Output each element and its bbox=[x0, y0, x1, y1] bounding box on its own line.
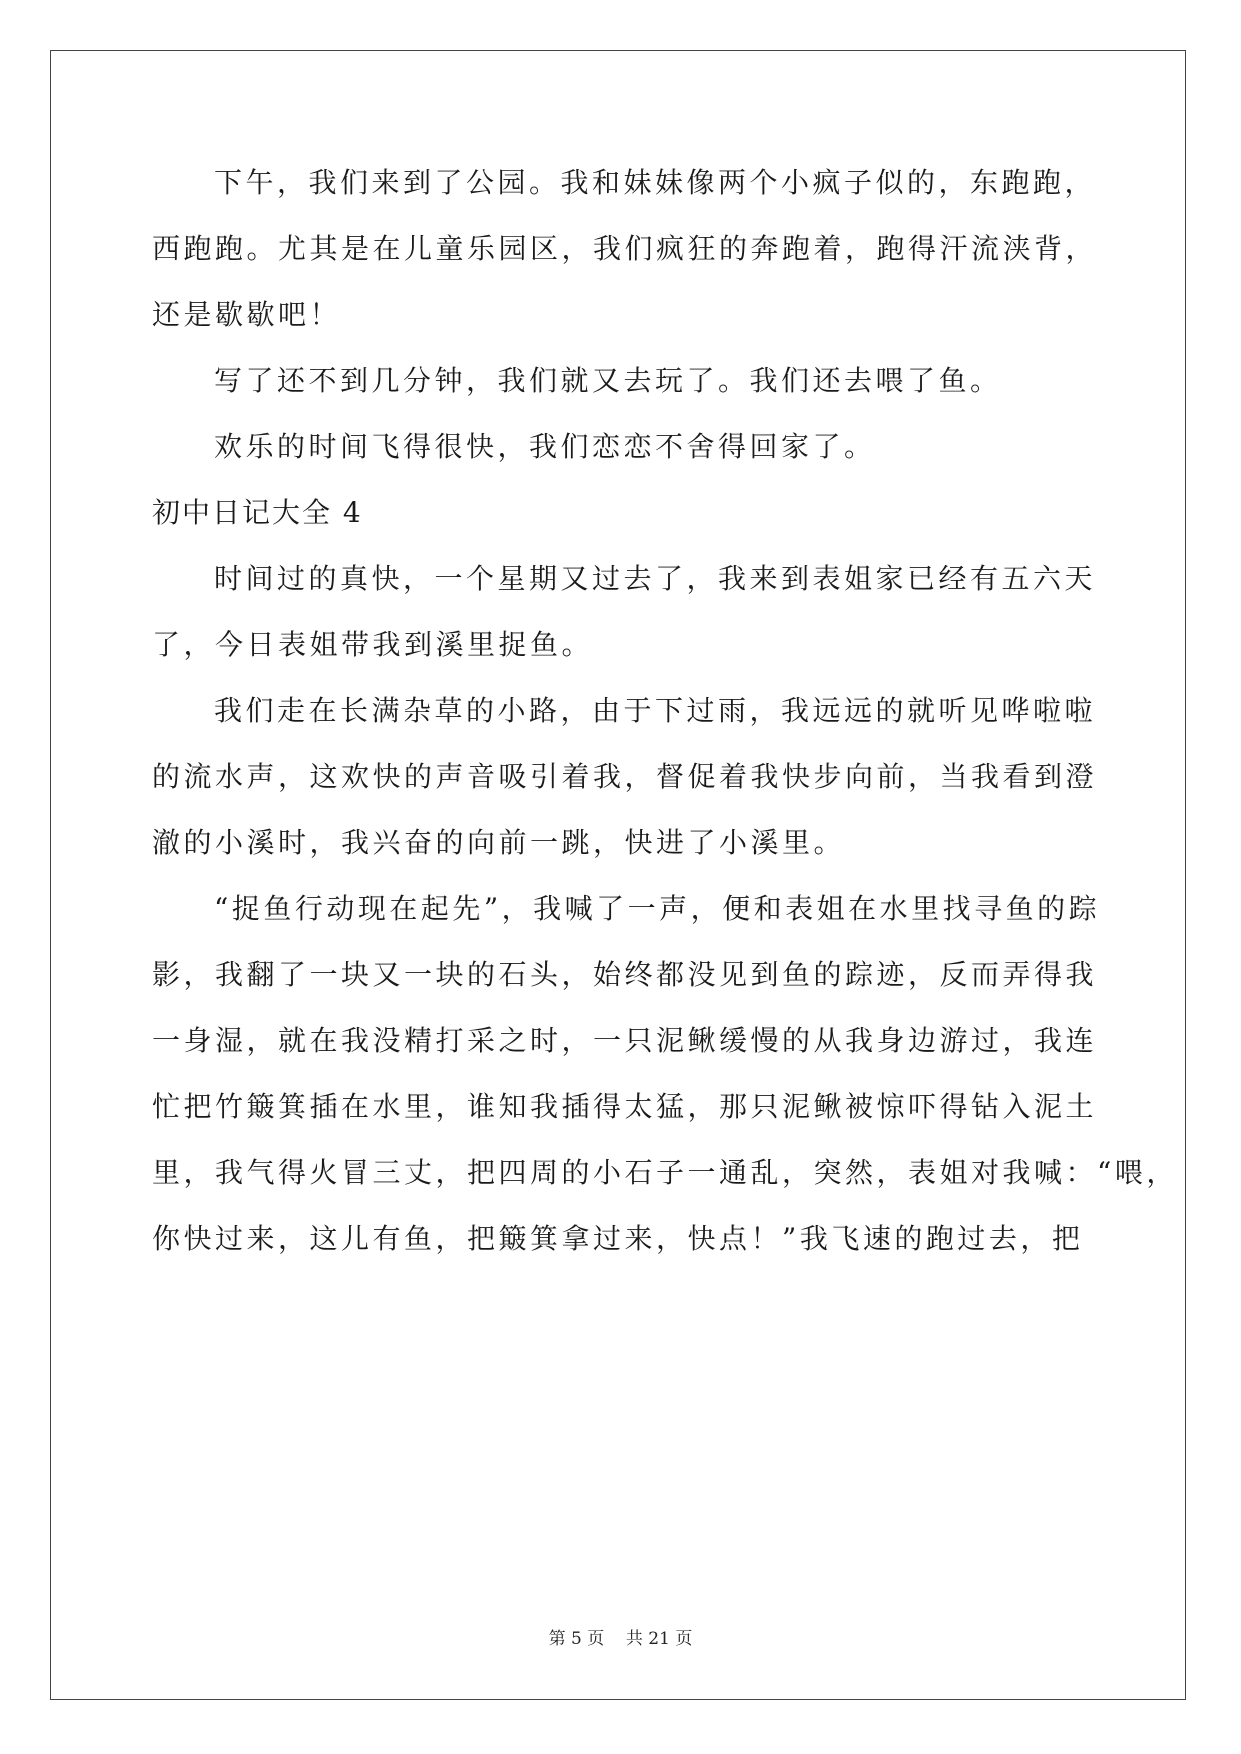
page-footer bbox=[0, 1624, 1241, 1649]
paragraph-line: 你快过来，这儿有鱼，把簸箕拿过来，快点！”我飞速的跑过去，把 bbox=[152, 1222, 1084, 1255]
paragraph-line: 里，我气得火冒三丈，把四周的小石子一通乱，突然，表姐对我喊：“喂， bbox=[152, 1156, 1178, 1189]
paragraph-line: 下午，我们来到了公园。我和妹妹像两个小疯子似的，东跑跑， bbox=[214, 166, 1097, 199]
paragraph-line: 了，今日表姐带我到溪里捉鱼。 bbox=[152, 628, 594, 661]
paragraph-line: “捉鱼行动现在起先”，我喊了一声，便和表姐在水里找寻鱼的踪 bbox=[214, 892, 1101, 925]
document-body bbox=[152, 150, 1178, 1272]
section-heading: 初中日记大全 4 bbox=[152, 496, 363, 529]
paragraph-line: 我们走在长满杂草的小路，由于下过雨，我远远的就听见哗啦啦 bbox=[214, 694, 1097, 727]
paragraph-line: 影，我翻了一块又一块的石头，始终都没见到鱼的踪迹，反而弄得我 bbox=[152, 958, 1098, 991]
paragraph-line: 西跑跑。尤其是在儿童乐园区，我们疯狂的奔跑着，跑得汗流浃背， bbox=[152, 232, 1098, 265]
paragraph-line: 还是歇歇吧！ bbox=[152, 298, 342, 331]
paragraph-line: 一身湿，就在我没精打采之时，一只泥鳅缓慢的从我身边游过，我连 bbox=[152, 1024, 1098, 1057]
paragraph-line: 忙把竹簸箕插在水里，谁知我插得太猛，那只泥鳅被惊吓得钻入泥土 bbox=[152, 1090, 1098, 1123]
paragraph-line: 澈的小溪时，我兴奋的向前一跳，快进了小溪里。 bbox=[152, 826, 846, 859]
paragraph-line: 写了还不到几分钟，我们就又去玩了。我们还去喂了鱼。 bbox=[214, 364, 1002, 397]
paragraph-line: 的流水声，这欢快的声音吸引着我，督促着我快步向前，当我看到澄 bbox=[152, 760, 1098, 793]
paragraph-line: 欢乐的时间飞得很快，我们恋恋不舍得回家了。 bbox=[214, 430, 876, 463]
paragraph-line: 时间过的真快，一个星期又过去了，我来到表姐家已经有五六天 bbox=[214, 562, 1097, 595]
page-number: 第 5 页 bbox=[548, 1629, 605, 1649]
page-total: 共 21 页 bbox=[625, 1629, 693, 1649]
